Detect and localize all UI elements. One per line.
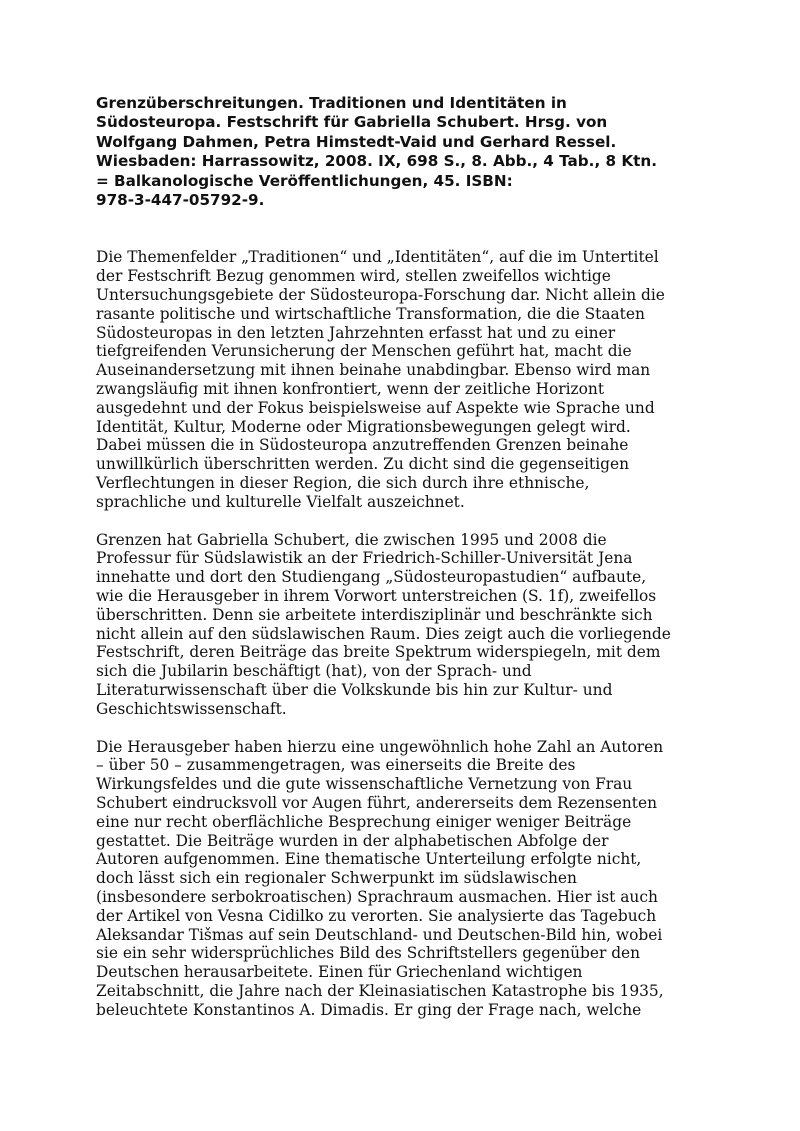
- body-paragraph-2: Grenzen hat Gabriella Schubert, die zwischen 1995 und 2008 die Professur für Südslawistik an der Friedrich-Schiller-Universität Jena innehatte und dort den Studiengang „Südosteuropastudien“ aufbaute, wie die Herausgeber in ihrem Vorwort unterstreichen (S. 1f), zweifellos überschritten. Denn sie arbeitete interdisziplinär und beschränkte sich nicht allein auf den südslawischen Raum. Dies zeigt auch die vorliegende Festschrift, deren Beiträge das breite Spektrum widerspiegeln, mit dem sich die Jubilarin beschäftigt (hat), von der Sprach- und Literaturwissenschaft über die Volkskunde bis hin zur Kultur- und Geschichtswissenschaft.: [96, 530, 671, 718]
- body-paragraph-1: Die Themenfelder „Traditionen“ und „Identitäten“, auf die im Untertitel der Festschrift Bezug genommen wird, stellen zweifellos wichtige Untersuchungsgebiete der Südosteuropa-Forschung dar. Nicht allein die rasante politische und wirtschaftliche Transformation, die die Staaten Südosteuropas in den letzten Jahrzehnten erfasst hat und zu einer tiefgreifenden Verunsicherung der Menschen geführt hat, macht die Auseinandersetzung mit ihnen beinahe unabdingbar. Ebenso wird man zwangsläufig mit ihnen konfrontiert, wenn der zeitliche Horizont ausgedehnt und der Fokus beispielsweise auf Aspekte wie Sprache und Identität, Kultur, Moderne oder Migrationsbewegungen gelegt wird. Dabei müssen die in Südosteuropa anzutreffenden Grenzen beinahe unwillkürlich überschritten werden. Zu dicht sind die gegenseitigen Verflechtungen in dieser Region, die sich durch ihre ethnische, sprachliche und kulturelle Vielfalt auszeichnet.: [96, 248, 665, 511]
- document-page: [96, 94, 716, 1020]
- body-paragraph-3: Die Herausgeber haben hierzu eine ungewöhnlich hohe Zahl an Autoren – über 50 – zusammengetragen, was einerseits die Breite des Wirkungsfeldes und die gute wissenschaftliche Vernetzung von Frau Schubert eindrucksvoll vor Augen führt, andererseits dem Rezensenten eine nur recht oberflächliche Besprechung einiger weniger Beiträge gestattet. Die Beiträge wurden in der alphabetischen Abfolge der Autoren aufgenommen. Eine thematische Unterteilung erfolgte nicht, doch lässt sich ein regionaler Schwerpunkt im südslawischen (insbesondere serbokroatischen) Sprachraum ausmachen. Hier ist auch der Artikel von Vesna Cidilko zu verorten. Sie analysierte das Tagebuch Aleksandar Tišmas auf sein Deutschland- und Deutschen-Bild hin, wobei sie ein sehr widersprüchliches Bild des Schriftstellers gegenüber den Deutschen herausarbeitete. Einen für Griechenland wichtigen Zeitabschnitt, die Jahre nach der Kleinasiatischen Katastrophe bis 1935, beleuchtete Konstantinos A. Dimadis. Er ging der Frage nach, welche: [96, 737, 664, 1019]
- bibliographic-heading: Grenzüberschreitungen. Traditionen und Identitäten in Südosteuropa. Festschrift für Gabriella Schubert. Hrsg. von Wolfgang Dahmen, Petra Himstedt-Vaid und Gerhard Ressel. Wiesbaden: Harrassowitz, 2008. IX, 698 S., 8. Abb., 4 Tab., 8 Ktn. = Balkanologische Veröffentlichungen, 45. ISBN: 978-3-447-05792-9.: [96, 94, 657, 210]
